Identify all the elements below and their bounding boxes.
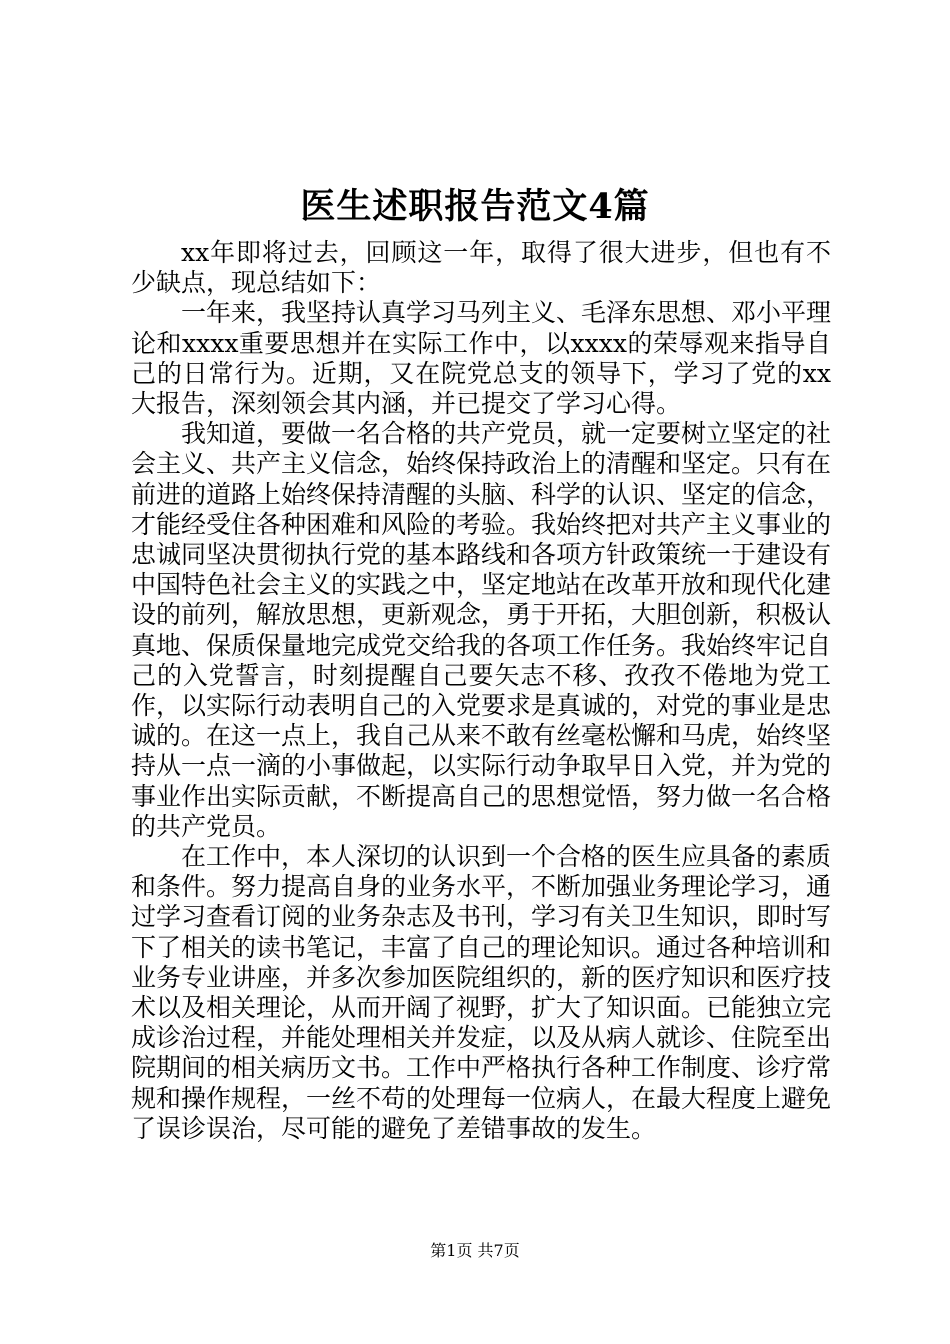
document-title: 医生述职报告范文4篇 bbox=[300, 186, 650, 227]
document-body bbox=[131, 238, 831, 1144]
paragraph-party-member: 我知道，要做一名合格的共产党员，就一定要树立坚定的社会主义、共产主义信念，始终保持政治上的清醒和坚定。只有在前进的道路上始终保持清醒的头脑、科学的认识、坚定的信念，才能经受住各种困难和风险的考验。我始终把对共产主义事业的忠诚同坚决贯彻执行党的基本路线和各项方针政策统一于建设有中国特色社会主义的实践之中，坚定地站在改革开放和现代化建设的前列，解放思想，更新观念，勇于开拓，大胆创新，积极认真地、保质保量地完成党交给我的各项工作任务。我始终牢记自己的入党誓言，时刻提醒自己要矢志不移、孜孜不倦地为党工作，以实际行动表明自己的入党要求是真诚的，对党的事业是忠诚的。在这一点上，我自己从来不敢有丝毫松懈和马虎，始终坚持从一点一滴的小事做起，以实际行动争取早日入党，并为党的事业作出实际贡献，不断提高自己的思想觉悟，努力做一名合格的共产党员。 bbox=[131, 419, 832, 841]
paragraph-study: 一年来，我坚持认真学习马列主义、毛泽东思想、邓小平理论和xxxx重要思想并在实际工作中，以xxxx的荣辱观来指导自己的日常行为。近期，又在院党总支的领导下，学习了党的xx大报告，深刻领会其内涵，并已提交了学习心得。 bbox=[131, 298, 832, 419]
paragraph-intro: xx年即将过去，回顾这一年，取得了很大进步，但也有不少缺点，现总结如下： bbox=[131, 238, 831, 298]
page-footer: 第1页 共7页 bbox=[430, 1241, 520, 1260]
paragraph-work: 在工作中，本人深切的认识到一个合格的医生应具备的素质和条件。努力提高自身的业务水平，不断加强业务理论学习，通过学习查看订阅的业务杂志及书刊，学习有关卫生知识，即时写下了相关的读书笔记，丰富了自己的理论知识。通过各种培训和业务专业讲座，并多次参加医院组织的，新的医疗知识和医疗技术以及相关理论，从而开阔了视野，扩大了知识面。已能独立完成诊治过程，并能处理相关并发症，以及从病人就诊、住院至出院期间的相关病历文书。工作中严格执行各种工作制度、诊疗常规和操作规程，一丝不苟的处理每一位病人，在最大程度上避免了误诊误治，尽可能的避免了差错事故的发生。 bbox=[131, 842, 832, 1143]
